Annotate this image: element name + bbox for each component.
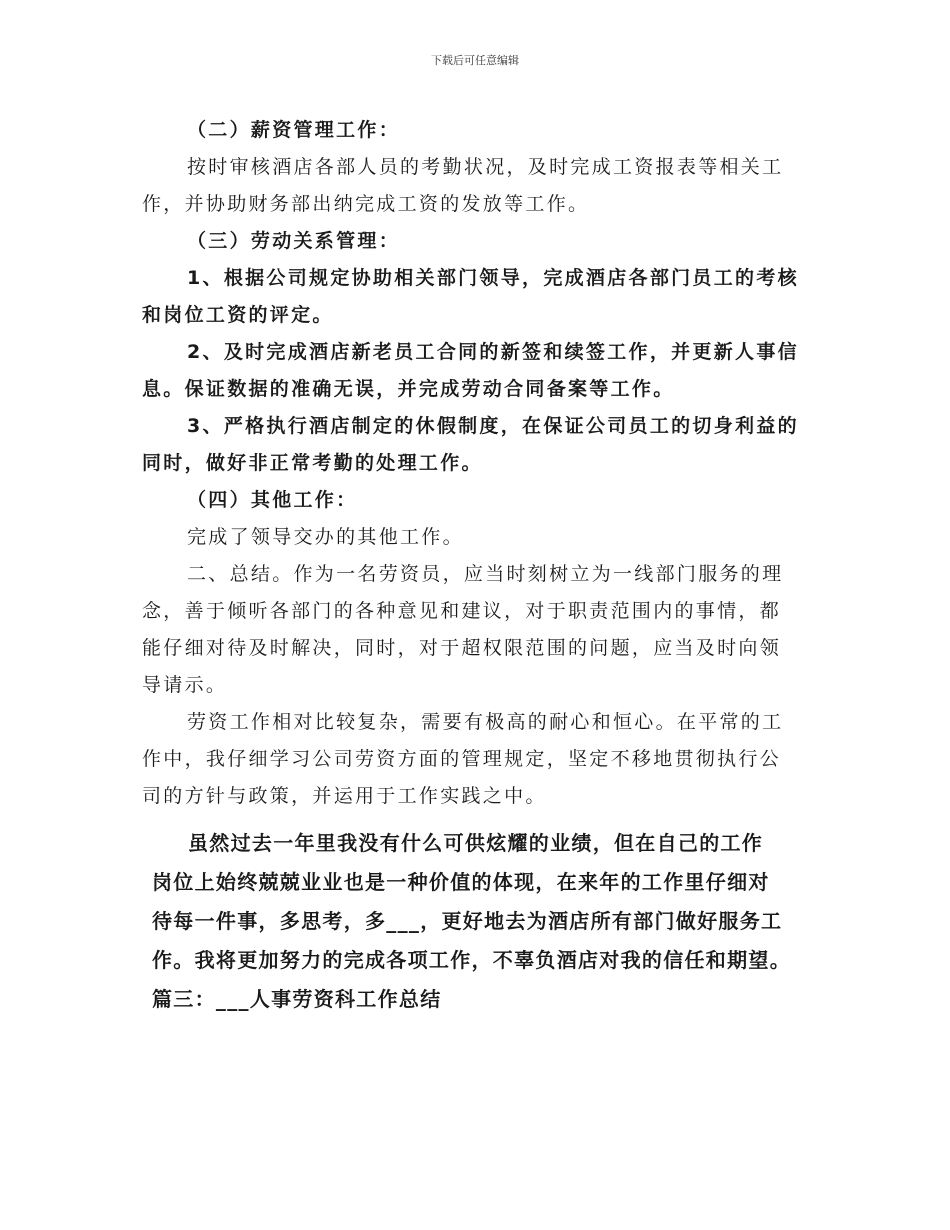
paragraph-line: 完成了领导交办的其他工作。 <box>187 526 464 548</box>
page-header: 下载后可任意编辑 <box>431 54 519 67</box>
section-heading-labor-relations: （三）劳动关系管理： <box>187 230 401 252</box>
paragraph-line: 作中，我仔细学习公司劳资方面的管理规定，坚定不移地贯彻执行公 <box>142 748 782 770</box>
paragraph-line: 虽然过去一年里我没有什么可供炫耀的业绩，但在自己的工作 <box>188 831 764 855</box>
paragraph-line: 导请示。 <box>142 674 228 696</box>
paragraph-line: 同时，做好非正常考勤的处理工作。 <box>142 452 483 474</box>
closing-paragraph <box>152 824 832 1019</box>
paragraph-line: 作。我将更加努力的完成各项工作，不辜负酒店对我的信任和期望。 <box>152 948 791 972</box>
document-body <box>142 112 812 815</box>
paragraph-line: 和岗位工资的评定。 <box>142 304 334 326</box>
paragraph-line: 待每一件事，多思考，多___，更好地去为酒店所有部门做好服务工 <box>152 909 783 933</box>
paragraph-line: 3、严格执行酒店制定的休假制度，在保证公司员工的切身利益的 <box>187 415 799 437</box>
paragraph-line: 息。保证数据的准确无误，并完成劳动合同备案等工作。 <box>142 378 675 400</box>
paragraph-line: 念，善于倾听各部门的各种意见和建议，对于职责范围内的事情，都 <box>142 600 782 622</box>
section-heading-other: （四）其他工作： <box>187 489 358 511</box>
section-heading-salary: （二）薪资管理工作： <box>187 119 401 141</box>
paragraph-line: 作，并协助财务部出纳完成工资的发放等工作。 <box>142 193 590 215</box>
paragraph-line: 岗位上始终兢兢业业也是一种价值的体现，在来年的工作里仔细对 <box>152 870 770 894</box>
paragraph-line: 劳资工作相对比较复杂，需要有极高的耐心和恒心。在平常的工 <box>187 711 784 733</box>
paragraph-line: 能仔细对待及时解决，同时，对于超权限范围的问题，应当及时向领 <box>142 637 782 659</box>
paragraph-line: 二、总结。作为一名劳资员，应当时刻树立为一线部门服务的理 <box>187 563 784 585</box>
next-article-title: 篇三：___人事劳资科工作总结 <box>152 987 442 1011</box>
paragraph-line: 司的方针与政策，并运用于工作实践之中。 <box>142 785 547 807</box>
paragraph-line: 2、及时完成酒店新老员工合同的新签和续签工作，并更新人事信 <box>187 341 799 363</box>
paragraph-line: 按时审核酒店各部人员的考勤状况，及时完成工资报表等相关工 <box>187 156 784 178</box>
paragraph-line: 1、根据公司规定协助相关部门领导，完成酒店各部门员工的考核 <box>187 267 799 289</box>
